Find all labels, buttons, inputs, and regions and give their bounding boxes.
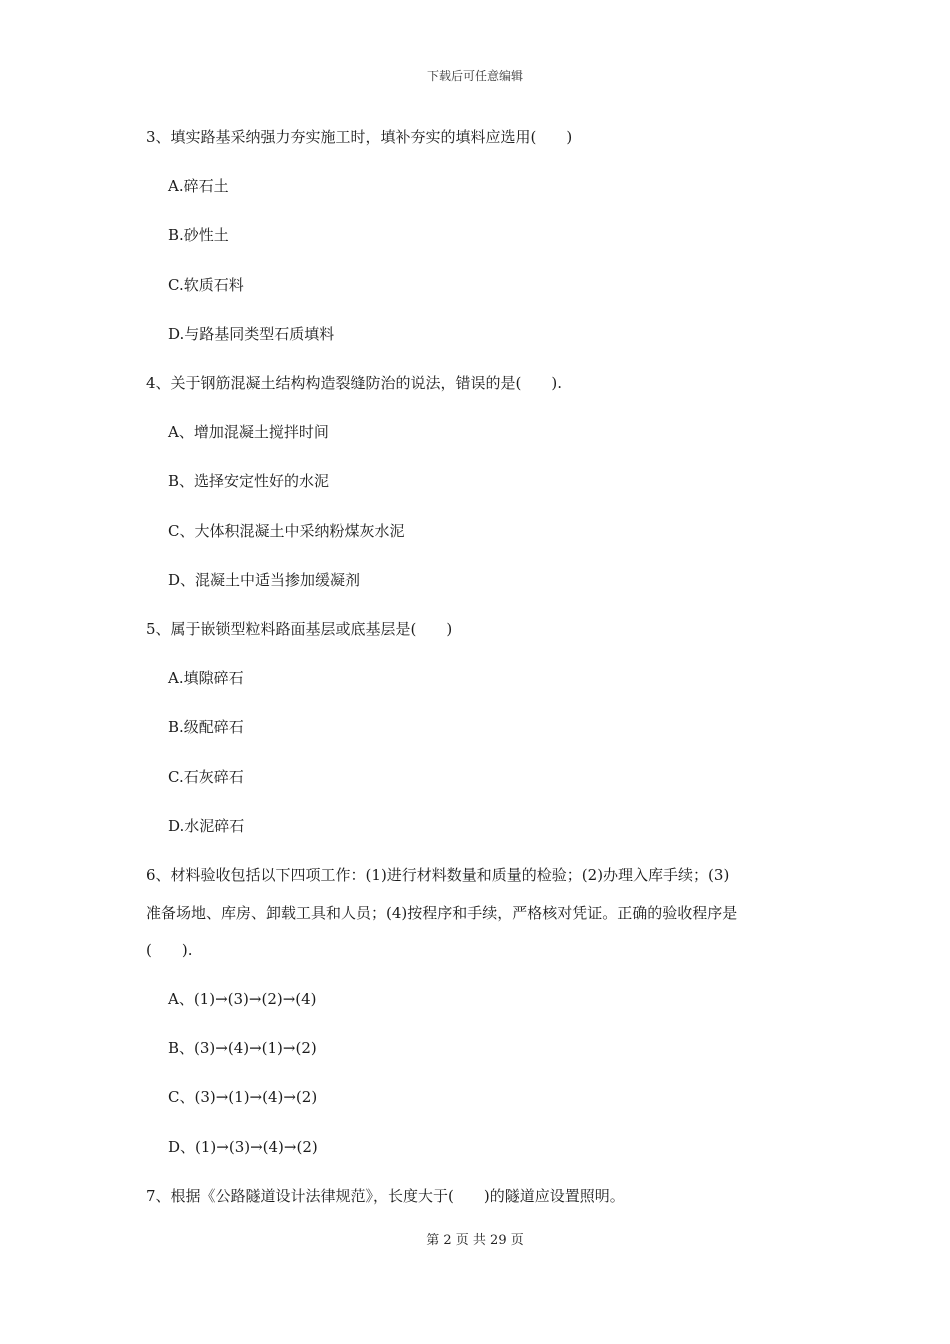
- question-5-option-c: C.石灰碎石: [168, 768, 244, 786]
- question-7-stem: 7、根据《公路隧道设计法律规范》，长度大于( )的隧道应设置照明。: [146, 1187, 625, 1205]
- question-3-option-d: D.与路基同类型石质填料: [168, 325, 335, 343]
- question-5-option-a: A.填隙碎石: [168, 669, 244, 687]
- question-4-option-d: D、混凝土中适当掺加缓凝剂: [168, 571, 361, 589]
- question-5-option-d: D.水泥碎石: [168, 817, 245, 835]
- page-header: 下载后可任意编辑: [426, 69, 523, 83]
- question-6-stem-line-1: 6、材料验收包括以下四项工作：(1)进行材料数量和质量的检验；(2)办理入库手续；(3): [146, 866, 730, 884]
- question-6-stem-line-3: ( ).: [146, 941, 193, 959]
- question-6-stem-line-2: 准备场地、库房、卸载工具和人员；(4)按程序和手续，严格核对凭证。正确的验收程序是: [146, 904, 738, 922]
- question-4-option-c: C、大体积混凝土中采纳粉煤灰水泥: [168, 522, 405, 540]
- question-3-stem: 3、填实路基采纳强力夯实施工时，填补夯实的填料应选用( ): [146, 128, 573, 146]
- page-footer: 第 2 页 共 29 页: [426, 1233, 524, 1248]
- question-5-stem: 5、属于嵌锁型粒料路面基层或底基层是( ): [146, 620, 453, 638]
- question-3-option-a: A.碎石土: [168, 177, 229, 195]
- question-6-option-d: D、(1)→(3)→(4)→(2): [168, 1138, 318, 1156]
- question-4-option-a: A、增加混凝土搅拌时间: [168, 423, 329, 441]
- question-4-stem: 4、关于钢筋混凝土结构构造裂缝防治的说法，错误的是( ).: [146, 374, 563, 392]
- question-6-option-c: C、(3)→(1)→(4)→(2): [168, 1088, 318, 1106]
- question-6-option-b: B、(3)→(4)→(1)→(2): [168, 1039, 317, 1057]
- question-5-option-b: B.级配碎石: [168, 718, 244, 736]
- question-3-option-b: B.砂性土: [168, 226, 229, 244]
- question-3-option-c: C.软质石料: [168, 276, 244, 294]
- question-4-option-b: B、选择安定性好的水泥: [168, 472, 330, 490]
- question-6-option-a: A、(1)→(3)→(2)→(4): [168, 990, 317, 1008]
